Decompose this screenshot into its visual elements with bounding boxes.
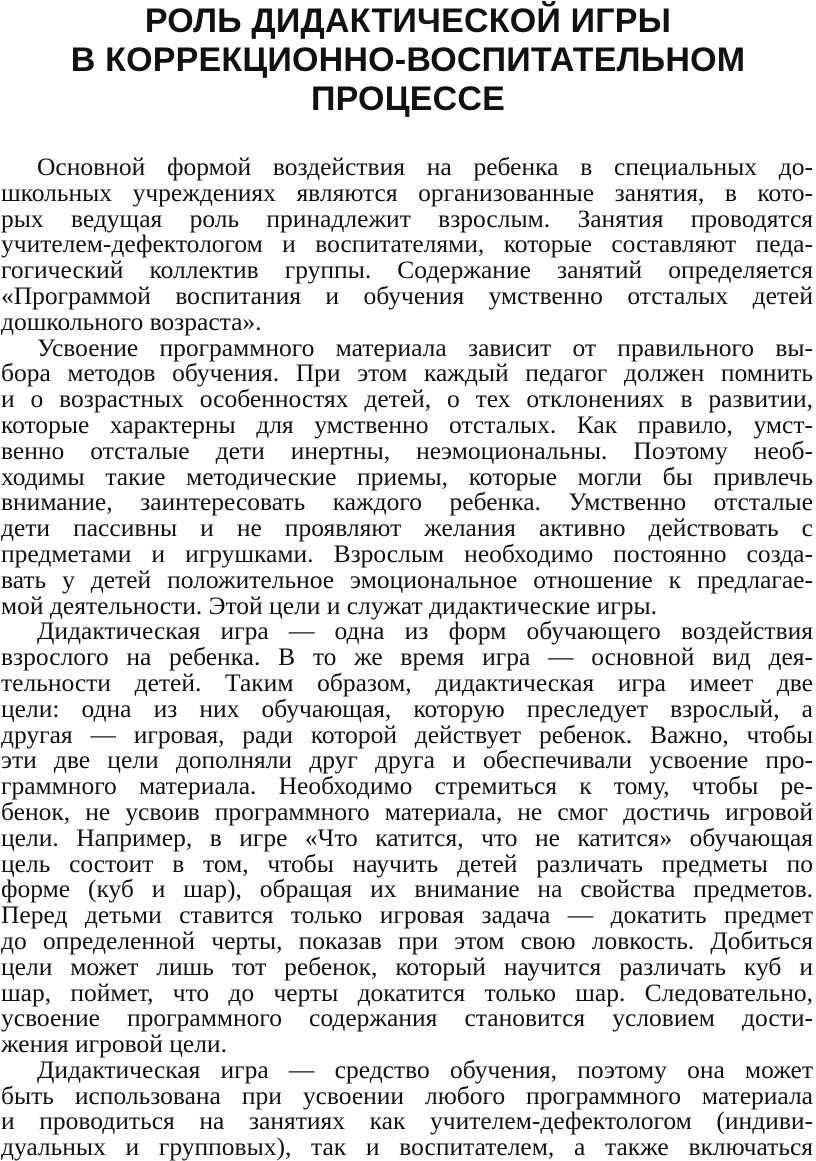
text-line: гогический коллектив группы. Содержание занятий определяется	[1, 255, 813, 285]
text-line: граммного материала. Необходимо стремиться к тому, чтобы ре-	[1, 771, 813, 801]
text-line: Дидактическая игра — средство обучения, поэтому она может	[37, 1054, 813, 1084]
text-line: предметами и игрушками. Взрослым необходимо постоянно созда-	[1, 538, 813, 568]
text-line: «Программой воспитания и обучения умственно отсталых детей	[1, 280, 813, 310]
text-line: до определенной черты, показав при этом свою ловкость. Добиться	[1, 925, 813, 955]
text-line: Усвоение программного материала зависит от правильного вы-	[37, 332, 813, 362]
text-line: Перед детьми ставится только игровая задача — докатить предмет	[1, 900, 813, 930]
text-line: школьных учреждениях являются организованные занятия, в кото-	[1, 177, 813, 207]
text-line: усвоение программного содержания становится условием дости-	[1, 1003, 813, 1033]
text-line: учителем-дефектологом и воспитателями, которые составляют педа-	[1, 229, 813, 259]
document-body	[1, 154, 813, 1160]
paragraph	[1, 332, 813, 620]
text-line: дошкольного возраста».	[1, 306, 262, 336]
text-line: бенок, не усвоив программного материала, не смог достичь игровой	[1, 796, 813, 826]
text-line: и о возрастных особенностях детей, о тех отклонениях в развитии,	[1, 384, 813, 414]
title-line: В КОРРЕКЦИОННО-ВОСПИТАТЕЛЬНОМ	[70, 41, 746, 79]
paragraph	[1, 154, 813, 335]
page-title	[0, 0, 816, 119]
text-line: Основной формой воздействия на ребенка в специальных до-	[37, 152, 813, 181]
text-line: цели. Например, в игре «Что катится, что не катится» обучающая	[1, 822, 813, 852]
text-line: жения игровой цели.	[1, 1029, 227, 1059]
title-line: РОЛЬ ДИДАКТИЧЕСКОЙ ИГРЫ	[144, 2, 672, 40]
text-line: которые характерны для умственно отсталых. Как правило, умст-	[1, 409, 813, 439]
text-line: Дидактическая игра — одна из форм обучающего воздействия	[37, 616, 813, 646]
text-line: тельности детей. Таким образом, дидактическая игра имеет две	[1, 667, 813, 697]
title-line: ПРОЦЕССЕ	[310, 80, 505, 118]
text-line: шар, поймет, что до черты докатится только шар. Следовательно,	[1, 977, 813, 1007]
text-line: внимание, заинтересовать каждого ребенка. Умственно отсталые	[1, 487, 813, 517]
text-line: и проводиться на занятиях как учителем-дефектологом (индиви-	[1, 1106, 813, 1136]
text-line: венно отсталые дети инертны, неэмоциональны. Поэтому необ-	[1, 435, 813, 465]
text-line: быть использована при усвоении любого программного материала	[1, 1080, 813, 1110]
paragraph	[1, 1054, 813, 1161]
text-line: цель состоит в том, чтобы научить детей различать предметы по	[1, 848, 813, 878]
text-line: рых ведущая роль принадлежит взрослым. Занятия проводятся	[1, 203, 813, 233]
text-line: взрослого на ребенка. В то же время игра — основной вид дея-	[1, 642, 813, 672]
text-line: цели: одна из них обучающая, которую преследует взрослый, а	[1, 693, 813, 723]
text-line: форме (куб и шар), обращая их внимание на свойства предметов.	[1, 874, 813, 904]
text-line: дети пассивны и не проявляют желания активно действовать с	[1, 513, 813, 543]
text-line: другая — игровая, ради которой действует ребенок. Важно, чтобы	[1, 719, 813, 749]
text-line: бора методов обучения. При этом каждый педагог должен помнить	[1, 358, 813, 388]
text-line: цели может лишь тот ребенок, который научится различать куб и	[1, 951, 813, 981]
paragraph	[1, 618, 813, 1057]
text-line: ходимы такие методические приемы, которые могли бы привлечь	[1, 461, 813, 491]
text-line: дуальных и групповых), так и воспитателем, а также включаться	[1, 1132, 813, 1161]
text-line: мой деятельности. Этой цели и служат дидактические игры.	[1, 590, 657, 620]
text-line: вать у детей положительное эмоциональное отношение к предлагае-	[1, 564, 813, 594]
text-line: эти две цели дополняли друг друга и обеспечивали усвоение про-	[1, 745, 813, 775]
